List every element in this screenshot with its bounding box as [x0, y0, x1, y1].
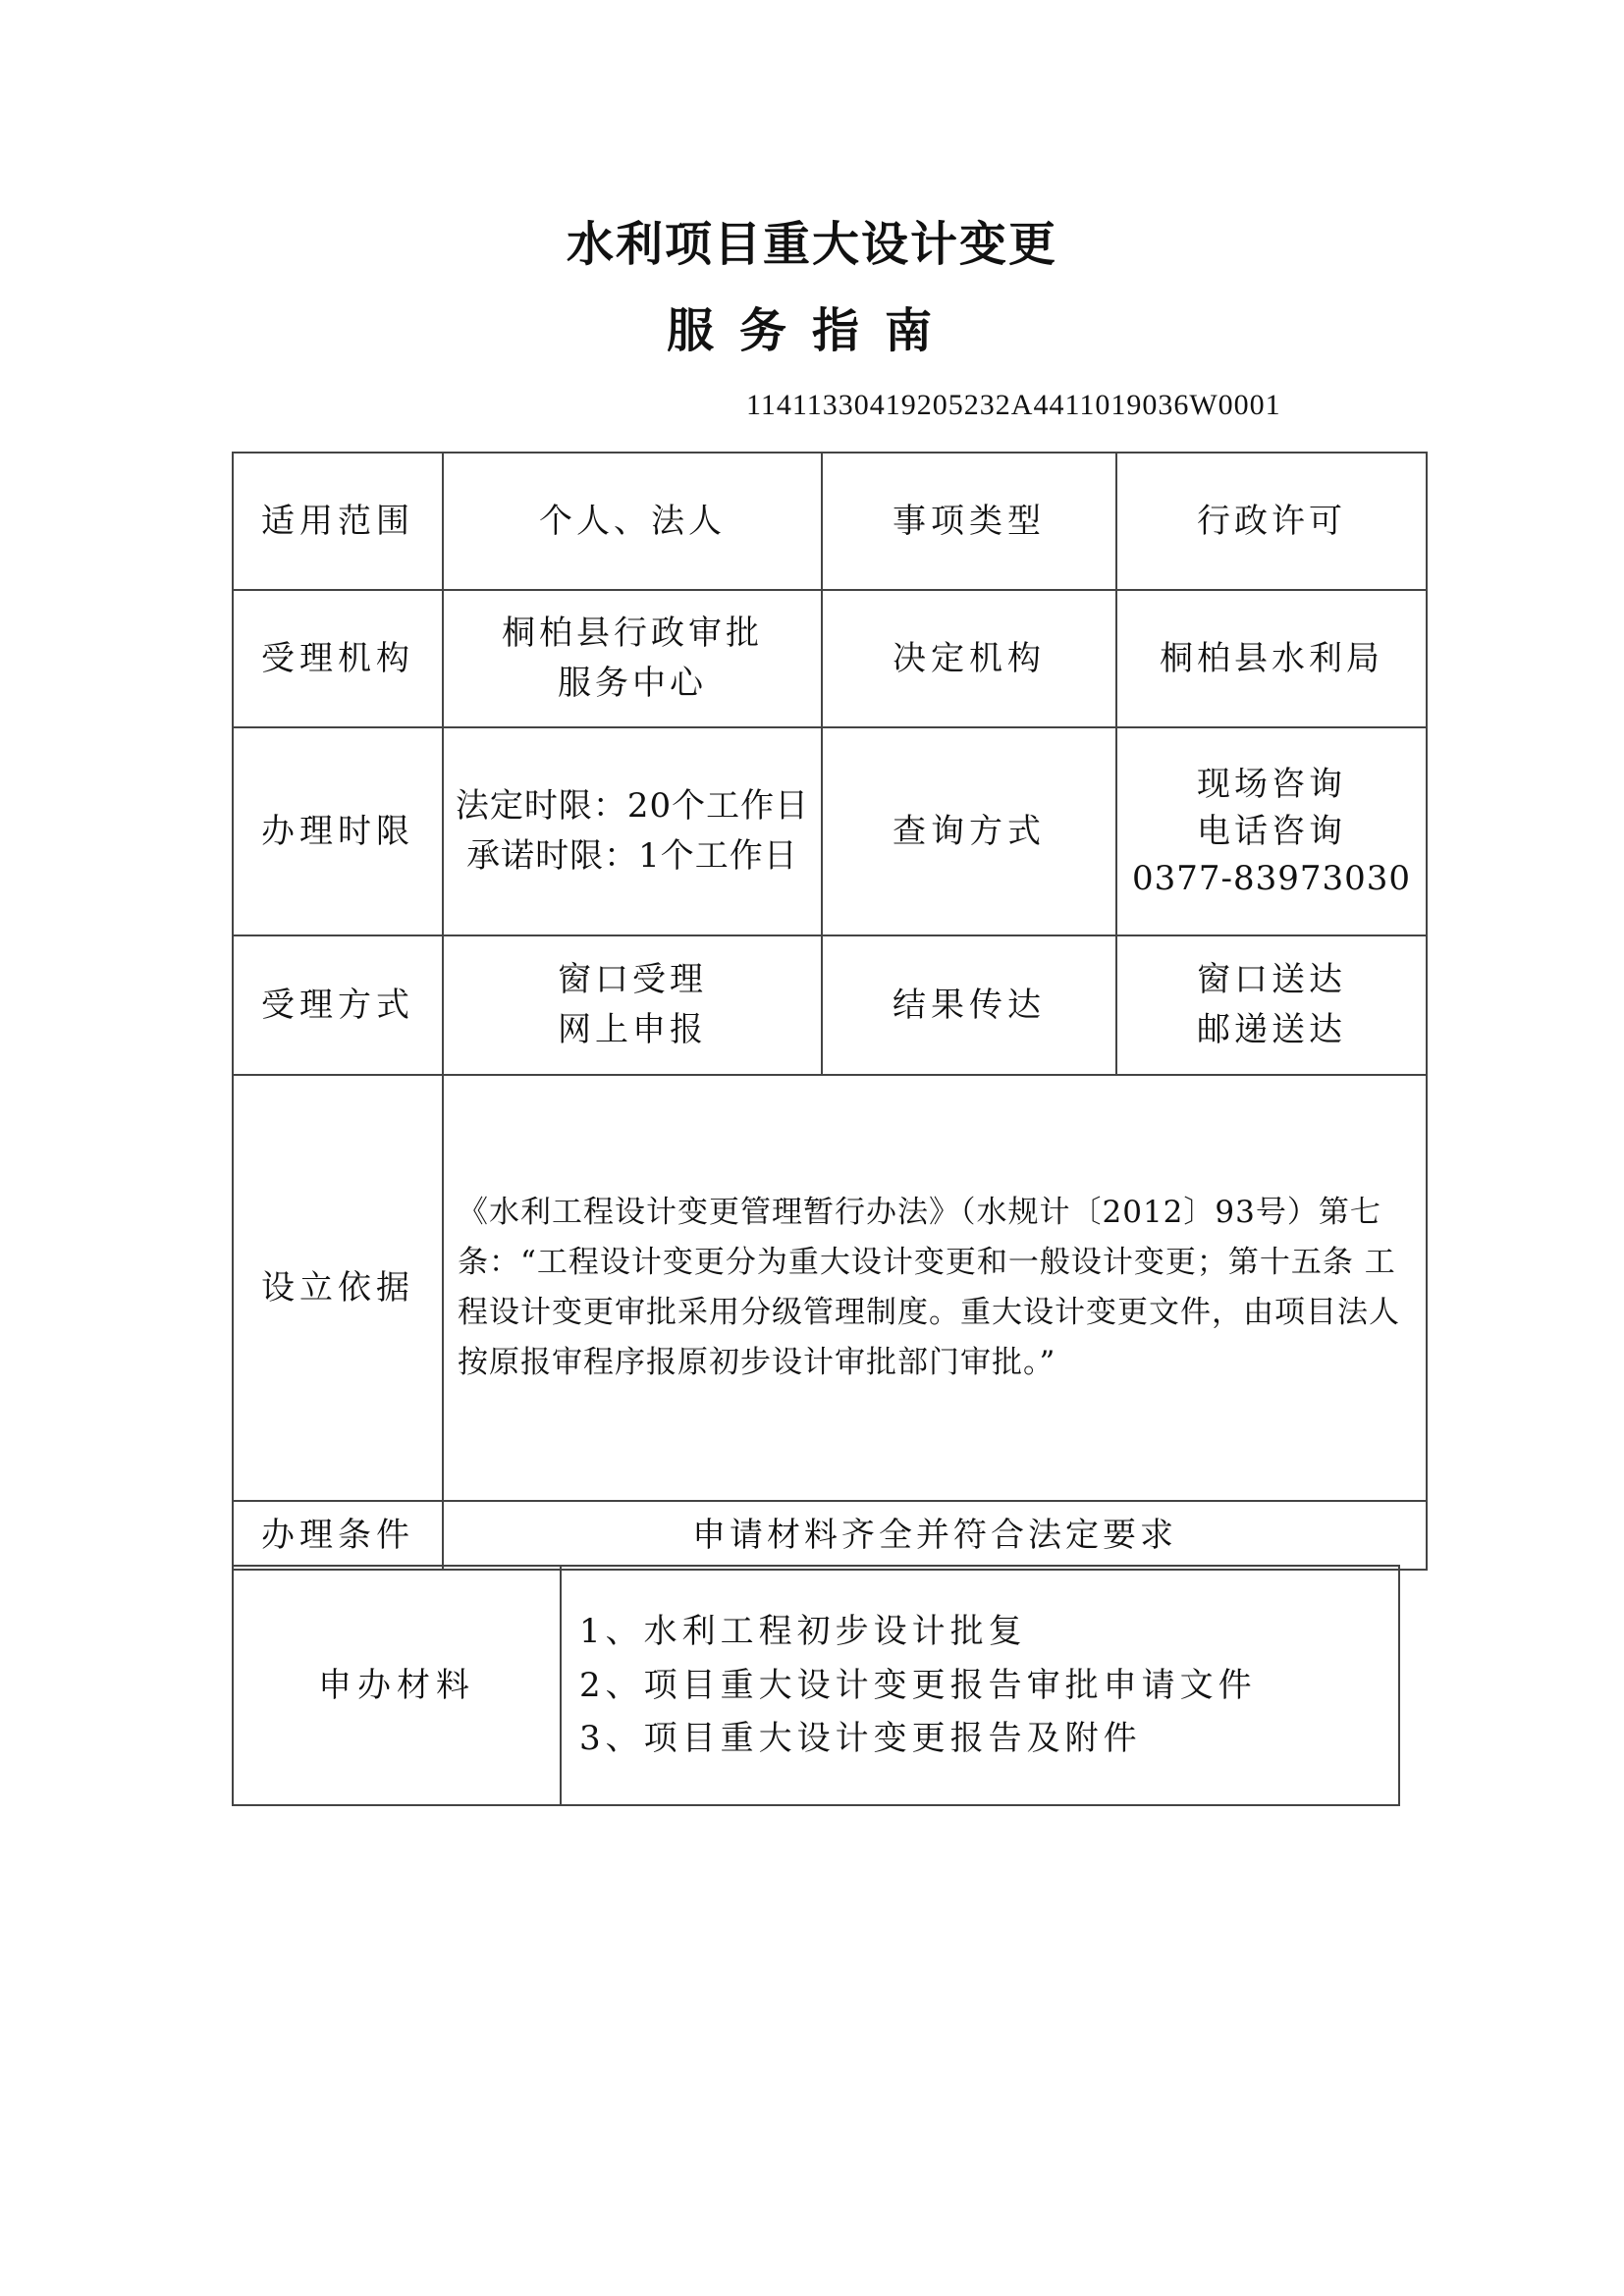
- accept-org-line: 桐柏县行政审批: [502, 614, 763, 653]
- accept-method-line: 窗口受理: [558, 960, 707, 999]
- result-label: 结果传达: [822, 935, 1116, 1075]
- table-row: [233, 1075, 1427, 1501]
- basis-label: 设立依据: [233, 1075, 443, 1501]
- accept-method-label: 受理方式: [233, 935, 443, 1075]
- materials-table: [232, 1565, 1400, 1806]
- time-limit-value: [443, 727, 822, 935]
- accept-org-line: 服务中心: [558, 664, 707, 703]
- inquiry-value: [1116, 727, 1427, 935]
- accept-org-value: [443, 590, 822, 727]
- list-item: 1、水利工程初步设计批复: [579, 1612, 1027, 1652]
- condition-label: 办理条件: [233, 1501, 443, 1570]
- materials-list: [561, 1566, 1399, 1805]
- table-row: [233, 935, 1427, 1075]
- condition-value: 申请材料齐全并符合法定要求: [443, 1501, 1427, 1570]
- document-subtitle: 服务指南: [666, 303, 957, 358]
- table-row: [233, 590, 1427, 727]
- inquiry-line: 现场咨询: [1197, 764, 1346, 804]
- list-item: 2、项目重大设计变更报告审批申请文件: [579, 1665, 1257, 1705]
- accept-org-label: 受理机构: [233, 590, 443, 727]
- basis-value: 《水利工程设计变更管理暂行办法》（水规计〔2012〕93号）第七条：“工程设计变更分为重大设计变更和一般设计变更；第十五条 工程设计变更审批采用分级管理制度。重大设计变更文件，由项目法人按原报审程序报原初步设计审批部门审批。”: [443, 1075, 1427, 1501]
- item-code: 11411330419205232A4411019036W0001: [746, 389, 1281, 421]
- accept-method-value: [443, 935, 822, 1075]
- inquiry-line: 电话咨询: [1197, 811, 1346, 851]
- time-limit-label: 办理时限: [233, 727, 443, 935]
- table-row: [233, 453, 1427, 590]
- inquiry-label: 查询方式: [822, 727, 1116, 935]
- type-value: 行政许可: [1116, 453, 1427, 590]
- table-row: [233, 727, 1427, 935]
- promised-time-limit: 承诺时限：1个工作日: [466, 836, 798, 876]
- result-value: [1116, 935, 1427, 1075]
- result-line: 邮递送达: [1197, 1010, 1346, 1049]
- table-row: [233, 1566, 1399, 1805]
- accept-method-line: 网上申报: [558, 1010, 707, 1049]
- document-title: 水利项目重大设计变更: [566, 217, 1057, 272]
- decide-org-label: 决定机构: [822, 590, 1116, 727]
- scope-value: 个人、法人: [443, 453, 822, 590]
- scope-label: 适用范围: [233, 453, 443, 590]
- result-line: 窗口送达: [1197, 960, 1346, 999]
- list-item: 3、项目重大设计变更报告及附件: [579, 1719, 1142, 1759]
- materials-label: 申办材料: [233, 1566, 561, 1805]
- legal-time-limit: 法定时限：20个工作日: [455, 786, 810, 826]
- inquiry-phone: 0377-83973030: [1131, 859, 1412, 899]
- table-row: [233, 1501, 1427, 1570]
- type-label: 事项类型: [822, 453, 1116, 590]
- decide-org-value: 桐柏县水利局: [1116, 590, 1427, 727]
- service-guide-table: [232, 452, 1428, 1571]
